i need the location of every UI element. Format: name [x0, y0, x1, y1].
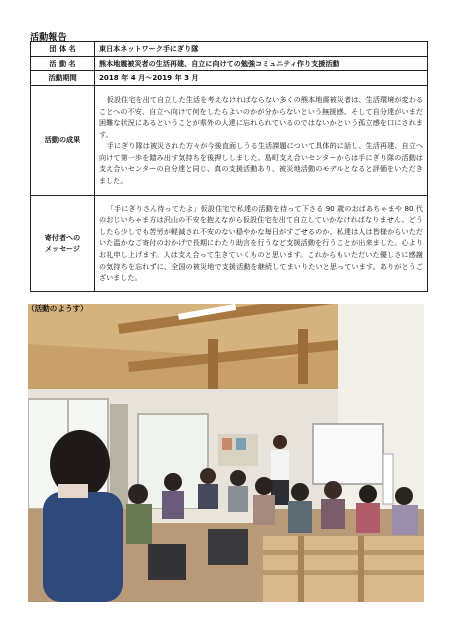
- table-row: [31, 85, 428, 195]
- table-row: [31, 42, 428, 57]
- results-paragraph-2: 手にぎり隊は被災された方々が今後直面しうる生活課題について具体的に話し、生活再建、自立へ向けて第一歩を踏み出す気持ちを後押ししました。島町支え合いセンターからは手にぎり隊の活動は支え合いセンターの自分達と同じ、真の支援活動あり、被災地活動のモデルとなると評価をいただきました。: [99, 141, 423, 186]
- table-row: [31, 195, 428, 291]
- activity-photo-scene: [28, 304, 424, 602]
- report-table: [30, 41, 428, 292]
- activity-photo: [28, 304, 424, 602]
- donor-message-paragraph: 「手にぎりさん待ってたよ」仮設住宅で私達の活動を待って下さる 90 歳のおばあちゃまや 80 代のおじいちゃま方は沢山の不安を抱えながら仮設住宅を出て自立していかなければなりません。どうしたら少しでも苦労が軽減され不安のない穏やかな毎日がすごせるのか、私達は人は皆様からいただいた温かなご寄付のおかげで長期にわたり助言を行うなど支援活動を行うことが出来ました。心よりお礼申し上げます。人は支え合って生きていくものと思います。これからもいただいた優しさに感謝の気持ちを忘れずに、全国の被災地で支援活動を継続してまいりたいと思っています。ありがとうございました。: [99, 203, 423, 283]
- results-label: 活動の成果: [31, 85, 95, 195]
- activity-name-value: 熊本地震被災者の生活再建、自立に向けての勉強コミュニティ作り支援活動: [95, 56, 428, 71]
- activity-period-value: 2018 年 4 月～2019 年 3 月: [95, 71, 428, 86]
- table-row: [31, 71, 428, 86]
- results-paragraph-1: 仮設住宅を出て自立した生活を考えなければならない多くの熊本地震被災者は、生活環境が変わることへの不安、自立へ向けて何をしたらよいのかが分からないという無援感、そして自分達がいまだ困難な状況にあるということが県外の人達に忘れられているのではないかという孤立感を口にされます。: [99, 94, 423, 139]
- donor-message-text: [95, 195, 428, 291]
- report-heading: 活動報告: [30, 33, 67, 43]
- donor-message-label: 寄付者への メッセージ: [31, 195, 95, 291]
- group-name-label: 団 体 名: [31, 42, 95, 57]
- activity-name-label: 活 動 名: [31, 56, 95, 71]
- group-name-value: 東日本ネットワーク手にぎり隊: [95, 42, 428, 57]
- photo-caption: （活動のようす）: [27, 304, 88, 313]
- results-text: [95, 85, 428, 195]
- activity-period-label: 活動期間: [31, 71, 95, 86]
- table-row: [31, 56, 428, 71]
